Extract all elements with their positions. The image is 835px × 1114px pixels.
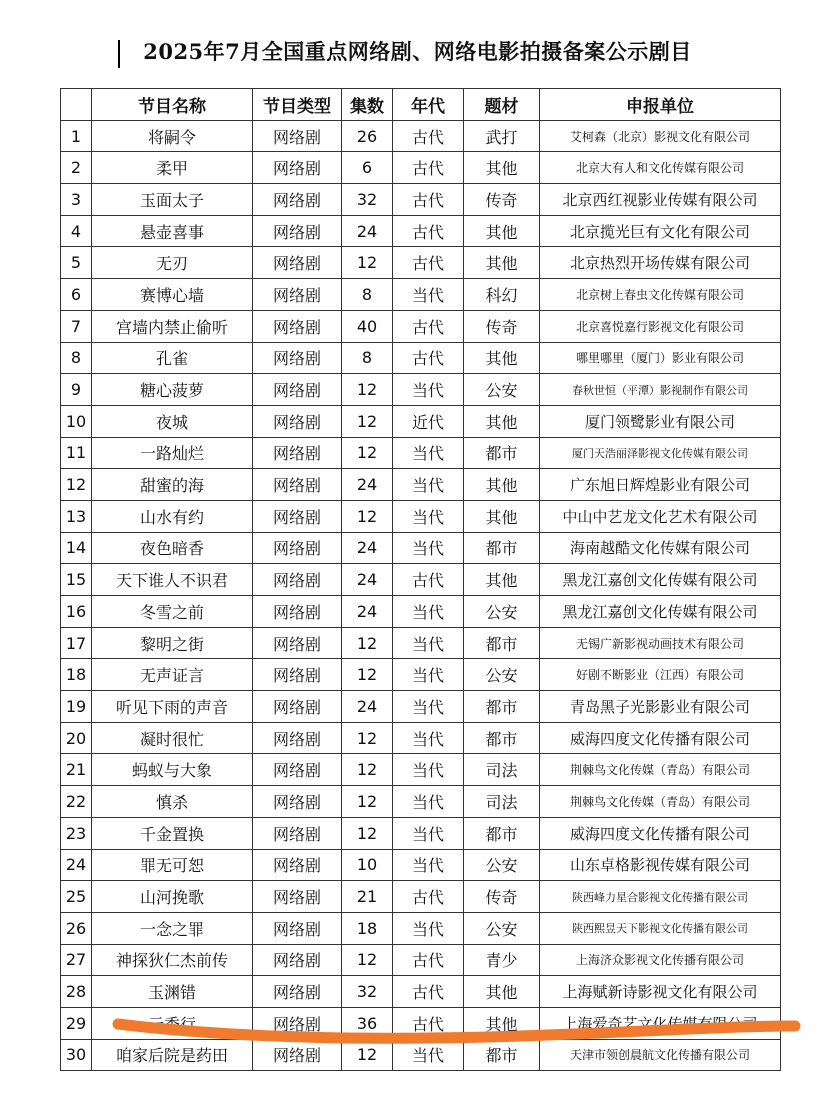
cell-episodes: 24: [342, 596, 393, 628]
filing-table: [60, 88, 781, 1071]
cell-episodes: 12: [342, 627, 393, 659]
cell-episodes: 12: [342, 1039, 393, 1071]
cell-era: 古代: [393, 184, 464, 216]
cell-episodes: 12: [342, 722, 393, 754]
cell-genre: 都市: [464, 627, 540, 659]
cell-genre: 其他: [464, 469, 540, 501]
cell-genre: 司法: [464, 754, 540, 786]
cell-index: 4: [61, 215, 92, 247]
cell-era: 古代: [393, 342, 464, 374]
table-row: [61, 469, 781, 501]
cell-genre: 青少: [464, 944, 540, 976]
cell-applicant: 荆棘鸟文化传媒（青岛）有限公司: [540, 754, 781, 786]
cell-era: 当代: [393, 659, 464, 691]
table-row: [61, 754, 781, 786]
cell-program-type: 网络剧: [253, 1039, 342, 1071]
cell-index: 10: [61, 405, 92, 437]
cell-program-type: 网络剧: [253, 754, 342, 786]
cell-applicant: 中山中艺龙文化艺术有限公司: [540, 500, 781, 532]
cell-index: 25: [61, 881, 92, 913]
cell-genre: 公安: [464, 374, 540, 406]
table-row: [61, 215, 781, 247]
cell-applicant: 北京揽光巨有文化有限公司: [540, 215, 781, 247]
cell-era: 当代: [393, 469, 464, 501]
cell-program-name: 蚂蚁与大象: [92, 754, 253, 786]
cell-era: 古代: [393, 1007, 464, 1039]
table-row: [61, 500, 781, 532]
cell-genre: 公安: [464, 659, 540, 691]
cell-program-type: 网络剧: [253, 310, 342, 342]
table-row: [61, 944, 781, 976]
cell-applicant: 天津市领创晨航文化传播有限公司: [540, 1039, 781, 1071]
cell-applicant: 威海四度文化传播有限公司: [540, 722, 781, 754]
cell-episodes: 10: [342, 849, 393, 881]
cell-era: 当代: [393, 500, 464, 532]
cell-genre: 都市: [464, 817, 540, 849]
table-row: [61, 184, 781, 216]
cell-applicant: 广东旭日辉煌影业有限公司: [540, 469, 781, 501]
cell-era: 当代: [393, 817, 464, 849]
cell-applicant: 上海赋新诗影视文化有限公司: [540, 976, 781, 1008]
text-cursor: [118, 40, 120, 68]
table-row: [61, 596, 781, 628]
cell-era: 当代: [393, 437, 464, 469]
cell-episodes: 12: [342, 247, 393, 279]
cell-genre: 其他: [464, 976, 540, 1008]
cell-program-name: 听见下雨的声音: [92, 691, 253, 723]
cell-program-type: 网络剧: [253, 627, 342, 659]
cell-program-name: 无声证言: [92, 659, 253, 691]
cell-program-type: 网络剧: [253, 405, 342, 437]
cell-program-name: 千金置换: [92, 817, 253, 849]
cell-applicant: 威海四度文化传播有限公司: [540, 817, 781, 849]
cell-index: 27: [61, 944, 92, 976]
cell-era: 古代: [393, 152, 464, 184]
cell-program-type: 网络剧: [253, 786, 342, 818]
table-row: [61, 627, 781, 659]
cell-episodes: 36: [342, 1007, 393, 1039]
cell-program-type: 网络剧: [253, 184, 342, 216]
cell-program-type: 网络剧: [253, 722, 342, 754]
cell-index: 21: [61, 754, 92, 786]
cell-program-name: 夜城: [92, 405, 253, 437]
cell-program-name: 黎明之街: [92, 627, 253, 659]
cell-program-name: 柔甲: [92, 152, 253, 184]
cell-episodes: 24: [342, 532, 393, 564]
cell-program-type: 网络剧: [253, 1007, 342, 1039]
table-row: [61, 976, 781, 1008]
cell-program-type: 网络剧: [253, 849, 342, 881]
cell-program-name: 神探狄仁杰前传: [92, 944, 253, 976]
cell-index: 30: [61, 1039, 92, 1071]
cell-program-type: 网络剧: [253, 596, 342, 628]
cell-program-name: 凝时很忙: [92, 722, 253, 754]
cell-era: 古代: [393, 215, 464, 247]
cell-program-type: 网络剧: [253, 437, 342, 469]
cell-genre: 其他: [464, 215, 540, 247]
cell-era: 古代: [393, 247, 464, 279]
header-era: 年代: [393, 89, 464, 121]
cell-applicant: 北京大有人和文化传媒有限公司: [540, 152, 781, 184]
cell-program-name: 赛博心墙: [92, 279, 253, 311]
cell-genre: 都市: [464, 532, 540, 564]
table-row: [61, 279, 781, 311]
document-title: 2025年7月全国重点网络剧、网络电影拍摄备案公示剧目: [143, 39, 692, 64]
cell-genre: 其他: [464, 500, 540, 532]
cell-episodes: 8: [342, 342, 393, 374]
cell-index: 8: [61, 342, 92, 374]
cell-episodes: 26: [342, 120, 393, 152]
cell-episodes: 24: [342, 691, 393, 723]
cell-era: 当代: [393, 374, 464, 406]
cell-program-type: 网络剧: [253, 659, 342, 691]
cell-genre: 科幻: [464, 279, 540, 311]
cell-genre: 传奇: [464, 184, 540, 216]
cell-index: 2: [61, 152, 92, 184]
cell-genre: 传奇: [464, 310, 540, 342]
cell-genre: 其他: [464, 564, 540, 596]
cell-index: 19: [61, 691, 92, 723]
table-row: [61, 1007, 781, 1039]
cell-genre: 都市: [464, 437, 540, 469]
cell-era: 当代: [393, 596, 464, 628]
cell-program-type: 网络剧: [253, 817, 342, 849]
cell-applicant: 荆棘鸟文化传媒（青岛）有限公司: [540, 786, 781, 818]
cell-program-type: 网络剧: [253, 944, 342, 976]
cell-index: 18: [61, 659, 92, 691]
cell-program-type: 网络剧: [253, 912, 342, 944]
cell-era: 当代: [393, 849, 464, 881]
cell-program-type: 网络剧: [253, 564, 342, 596]
table-row: [61, 437, 781, 469]
cell-program-name: 夜色暗香: [92, 532, 253, 564]
cell-applicant: 陕西峰力星合影视文化传播有限公司: [540, 881, 781, 913]
cell-episodes: 12: [342, 817, 393, 849]
cell-episodes: 18: [342, 912, 393, 944]
cell-applicant: 青岛黑子光影影业有限公司: [540, 691, 781, 723]
cell-era: 古代: [393, 944, 464, 976]
cell-index: 3: [61, 184, 92, 216]
cell-episodes: 6: [342, 152, 393, 184]
cell-genre: 其他: [464, 405, 540, 437]
cell-applicant: 上海济众影视文化传播有限公司: [540, 944, 781, 976]
table-row: [61, 691, 781, 723]
cell-episodes: 12: [342, 944, 393, 976]
cell-program-name: 无刃: [92, 247, 253, 279]
cell-applicant: 山东卓格影视传媒有限公司: [540, 849, 781, 881]
table-row: [61, 786, 781, 818]
table-row: [61, 849, 781, 881]
cell-genre: 其他: [464, 247, 540, 279]
cell-index: 7: [61, 310, 92, 342]
cell-program-name: 冬雪之前: [92, 596, 253, 628]
cell-episodes: 12: [342, 786, 393, 818]
cell-program-name: 糖心菠萝: [92, 374, 253, 406]
table-header-row: [61, 89, 781, 121]
table-row: [61, 247, 781, 279]
cell-era: 当代: [393, 691, 464, 723]
cell-index: 28: [61, 976, 92, 1008]
cell-index: 6: [61, 279, 92, 311]
header-index: [61, 89, 92, 121]
cell-program-name: 慎杀: [92, 786, 253, 818]
cell-era: 古代: [393, 120, 464, 152]
cell-applicant: 艾柯森（北京）影视文化有限公司: [540, 120, 781, 152]
table-row: [61, 310, 781, 342]
table-row: [61, 374, 781, 406]
cell-era: 当代: [393, 912, 464, 944]
cell-program-type: 网络剧: [253, 532, 342, 564]
cell-program-type: 网络剧: [253, 976, 342, 1008]
cell-index: 23: [61, 817, 92, 849]
cell-era: 古代: [393, 881, 464, 913]
cell-applicant: 哪里哪里（厦门）影业有限公司: [540, 342, 781, 374]
cell-index: 20: [61, 722, 92, 754]
cell-program-name: 云秀行: [92, 1007, 253, 1039]
cell-genre: 传奇: [464, 881, 540, 913]
cell-index: 12: [61, 469, 92, 501]
cell-program-type: 网络剧: [253, 215, 342, 247]
cell-era: 当代: [393, 754, 464, 786]
cell-era: 当代: [393, 722, 464, 754]
cell-era: 古代: [393, 976, 464, 1008]
cell-program-name: 将嗣令: [92, 120, 253, 152]
cell-program-name: 一路灿烂: [92, 437, 253, 469]
cell-episodes: 12: [342, 405, 393, 437]
cell-genre: 司法: [464, 786, 540, 818]
cell-era: 当代: [393, 532, 464, 564]
table-row: [61, 659, 781, 691]
table-row: [61, 405, 781, 437]
cell-genre: 武打: [464, 120, 540, 152]
table-row: [61, 532, 781, 564]
cell-program-name: 山河挽歌: [92, 881, 253, 913]
cell-applicant: 黑龙江嘉创文化传媒有限公司: [540, 564, 781, 596]
cell-applicant: 北京热烈开场传媒有限公司: [540, 247, 781, 279]
cell-applicant: 北京西红视影业传媒有限公司: [540, 184, 781, 216]
cell-index: 29: [61, 1007, 92, 1039]
cell-applicant: 好剧不断影业（江西）有限公司: [540, 659, 781, 691]
cell-episodes: 40: [342, 310, 393, 342]
cell-genre: 都市: [464, 691, 540, 723]
cell-program-name: 咱家后院是药田: [92, 1039, 253, 1071]
cell-index: 16: [61, 596, 92, 628]
header-episodes: 集数: [342, 89, 393, 121]
cell-applicant: 厦门领鹭影业有限公司: [540, 405, 781, 437]
table-row: [61, 564, 781, 596]
cell-genre: 公安: [464, 596, 540, 628]
cell-genre: 都市: [464, 1039, 540, 1071]
cell-episodes: 24: [342, 469, 393, 501]
cell-program-name: 宫墙内禁止偷听: [92, 310, 253, 342]
cell-episodes: 12: [342, 659, 393, 691]
cell-program-type: 网络剧: [253, 881, 342, 913]
header-applicant: 申报单位: [540, 89, 781, 121]
cell-genre: 公安: [464, 849, 540, 881]
cell-program-name: 孔雀: [92, 342, 253, 374]
cell-episodes: 8: [342, 279, 393, 311]
cell-applicant: 北京树上春虫文化传媒有限公司: [540, 279, 781, 311]
cell-era: 古代: [393, 564, 464, 596]
cell-program-type: 网络剧: [253, 247, 342, 279]
cell-index: 26: [61, 912, 92, 944]
cell-index: 17: [61, 627, 92, 659]
cell-episodes: 12: [342, 437, 393, 469]
cell-era: 当代: [393, 627, 464, 659]
cell-program-type: 网络剧: [253, 691, 342, 723]
cell-applicant: 海南越酷文化传媒有限公司: [540, 532, 781, 564]
cell-applicant: 厦门天浩丽泽影视文化传媒有限公司: [540, 437, 781, 469]
cell-program-name: 甜蜜的海: [92, 469, 253, 501]
cell-applicant: 春秋世恒（平潭）影视制作有限公司: [540, 374, 781, 406]
cell-genre: 都市: [464, 722, 540, 754]
table-row: [61, 120, 781, 152]
cell-index: 22: [61, 786, 92, 818]
cell-program-type: 网络剧: [253, 342, 342, 374]
cell-index: 11: [61, 437, 92, 469]
cell-applicant: 上海爱奇艺文化传媒有限公司: [540, 1007, 781, 1039]
header-program-type: 节目类型: [253, 89, 342, 121]
cell-program-type: 网络剧: [253, 469, 342, 501]
cell-index: 9: [61, 374, 92, 406]
cell-episodes: 24: [342, 564, 393, 596]
cell-genre: 其他: [464, 342, 540, 374]
cell-index: 13: [61, 500, 92, 532]
cell-program-name: 罪无可恕: [92, 849, 253, 881]
table-row: [61, 152, 781, 184]
cell-episodes: 12: [342, 754, 393, 786]
cell-program-type: 网络剧: [253, 279, 342, 311]
cell-era: 当代: [393, 786, 464, 818]
cell-applicant: 无锡广新影视动画技术有限公司: [540, 627, 781, 659]
cell-episodes: 32: [342, 184, 393, 216]
cell-index: 1: [61, 120, 92, 152]
cell-era: 近代: [393, 405, 464, 437]
cell-index: 15: [61, 564, 92, 596]
cell-program-type: 网络剧: [253, 374, 342, 406]
header-genre: 题材: [464, 89, 540, 121]
cell-index: 14: [61, 532, 92, 564]
cell-episodes: 12: [342, 374, 393, 406]
cell-program-type: 网络剧: [253, 152, 342, 184]
cell-episodes: 21: [342, 881, 393, 913]
table-row: [61, 912, 781, 944]
cell-program-name: 玉面太子: [92, 184, 253, 216]
table-row: [61, 881, 781, 913]
cell-genre: 其他: [464, 152, 540, 184]
cell-applicant: 陕西熙昱天下影视文化传播有限公司: [540, 912, 781, 944]
cell-episodes: 24: [342, 215, 393, 247]
table-row: [61, 817, 781, 849]
cell-program-name: 一念之罪: [92, 912, 253, 944]
cell-index: 5: [61, 247, 92, 279]
cell-program-name: 山水有约: [92, 500, 253, 532]
cell-program-name: 悬壶喜事: [92, 215, 253, 247]
cell-program-name: 玉渊错: [92, 976, 253, 1008]
cell-episodes: 32: [342, 976, 393, 1008]
cell-index: 24: [61, 849, 92, 881]
cell-program-name: 天下谁人不识君: [92, 564, 253, 596]
table-row: [61, 1039, 781, 1071]
cell-applicant: 北京喜悦嘉行影视文化有限公司: [540, 310, 781, 342]
cell-episodes: 12: [342, 500, 393, 532]
cell-program-type: 网络剧: [253, 500, 342, 532]
cell-genre: 其他: [464, 1007, 540, 1039]
cell-applicant: 黑龙江嘉创文化传媒有限公司: [540, 596, 781, 628]
cell-era: 当代: [393, 279, 464, 311]
cell-era: 古代: [393, 310, 464, 342]
cell-era: 当代: [393, 1039, 464, 1071]
cell-program-type: 网络剧: [253, 120, 342, 152]
table-row: [61, 722, 781, 754]
table-row: [61, 342, 781, 374]
cell-genre: 公安: [464, 912, 540, 944]
header-program-name: 节目名称: [92, 89, 253, 121]
